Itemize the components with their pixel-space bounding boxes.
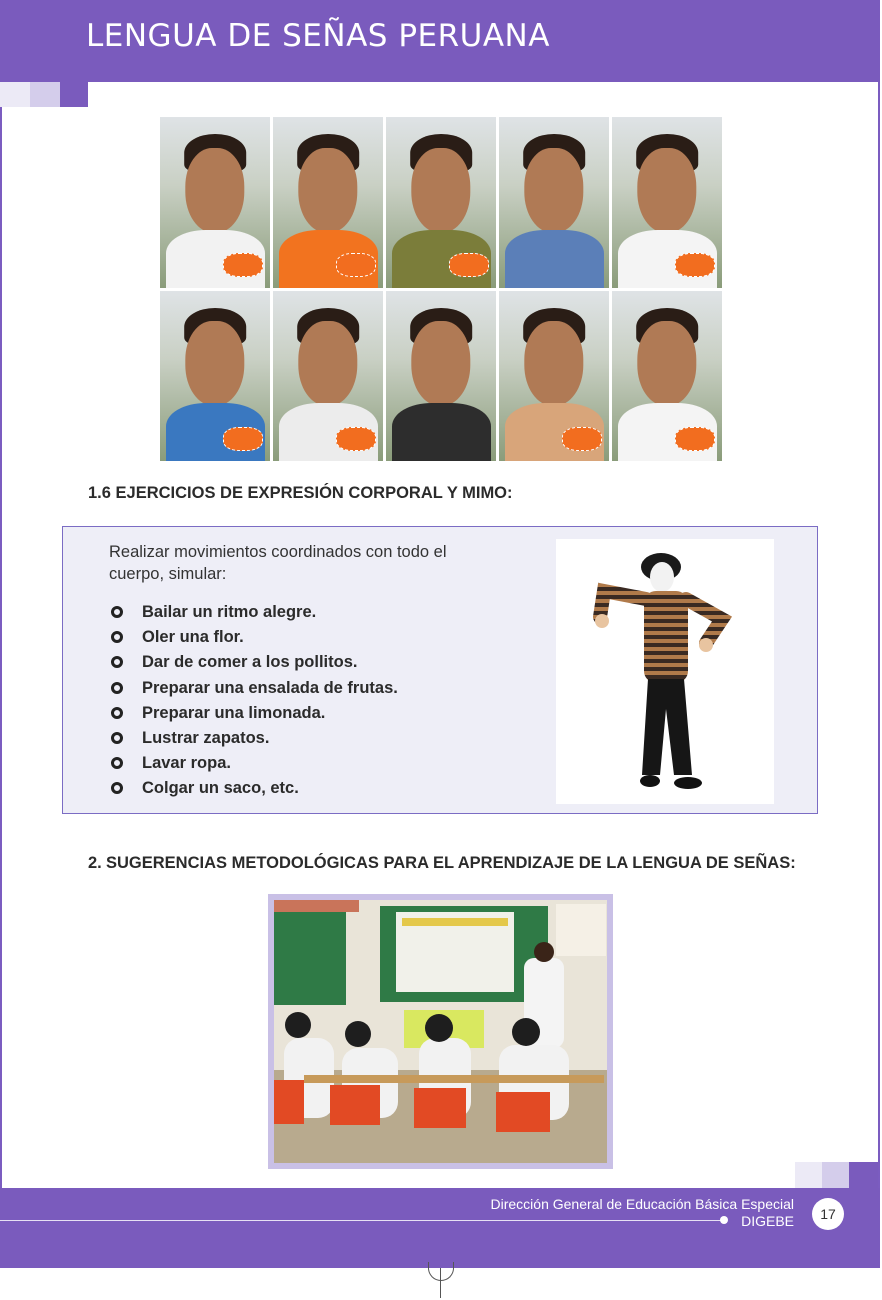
expression-photo: [386, 117, 496, 288]
exercise-box: [62, 526, 818, 814]
footer-dot-icon: [720, 1216, 728, 1224]
expression-photo: [160, 291, 270, 462]
list-item: Preparar una ensalada de frutas.: [109, 677, 398, 702]
footer-band: [0, 1188, 880, 1268]
bullet-icon: [111, 656, 123, 668]
footer-rule: [0, 1220, 725, 1221]
section-2-number: 2.: [88, 854, 102, 872]
list-item: Preparar una limonada.: [109, 702, 398, 727]
page-title: LENGUA DE SEÑAS PERUANA: [86, 18, 550, 54]
page-number: 17: [812, 1198, 844, 1230]
list-item: Lavar ropa.: [109, 752, 398, 777]
mime-figure: [556, 539, 774, 804]
expression-photo: [499, 117, 609, 288]
list-item: Dar de comer a los pollitos.: [109, 651, 398, 676]
header-band: [0, 0, 880, 82]
bullet-icon: [111, 631, 123, 643]
section-2-title: SUGERENCIAS METODOLÓGICAS PARA EL APRENDIZAJE DE LA LENGUA DE SEÑAS:: [106, 854, 796, 872]
list-item: Bailar un ritmo alegre.: [109, 601, 398, 626]
list-item: Oler una flor.: [109, 626, 398, 651]
list-item: Lustrar zapatos.: [109, 727, 398, 752]
bullet-icon: [111, 606, 123, 618]
bullet-icon: [111, 682, 123, 694]
expression-photo: [386, 291, 496, 462]
bullet-icon: [111, 707, 123, 719]
facial-expression-photo-grid: [160, 117, 722, 461]
bullet-icon: [111, 782, 123, 794]
expression-photo: [612, 291, 722, 462]
expression-photo: [612, 117, 722, 288]
footer-organization: Dirección General de Educación Básica Especial: [490, 1196, 794, 1212]
classroom-photo: [268, 894, 613, 1169]
expression-photo: [160, 117, 270, 288]
footer-abbreviation: DIGEBE: [741, 1213, 794, 1229]
footer-decoration: [795, 1162, 880, 1188]
section-1-6-heading: 1.6 EJERCICIOS DE EXPRESIÓN CORPORAL Y MIMO:: [88, 484, 513, 502]
expression-photo: [499, 291, 609, 462]
mime-illustration: [556, 539, 774, 804]
bullet-icon: [111, 757, 123, 769]
exercise-intro: Realizar movimientos coordinados con todo el cuerpo, simular:: [109, 543, 447, 583]
list-item: Colgar un saco, etc.: [109, 777, 398, 802]
header-decoration: [0, 82, 90, 107]
exercise-list: [109, 601, 398, 803]
classroom-scene: [274, 900, 607, 1163]
crop-arc: [428, 1262, 454, 1281]
expression-photo: [273, 117, 383, 288]
bullet-icon: [111, 732, 123, 744]
expression-photo: [273, 291, 383, 462]
